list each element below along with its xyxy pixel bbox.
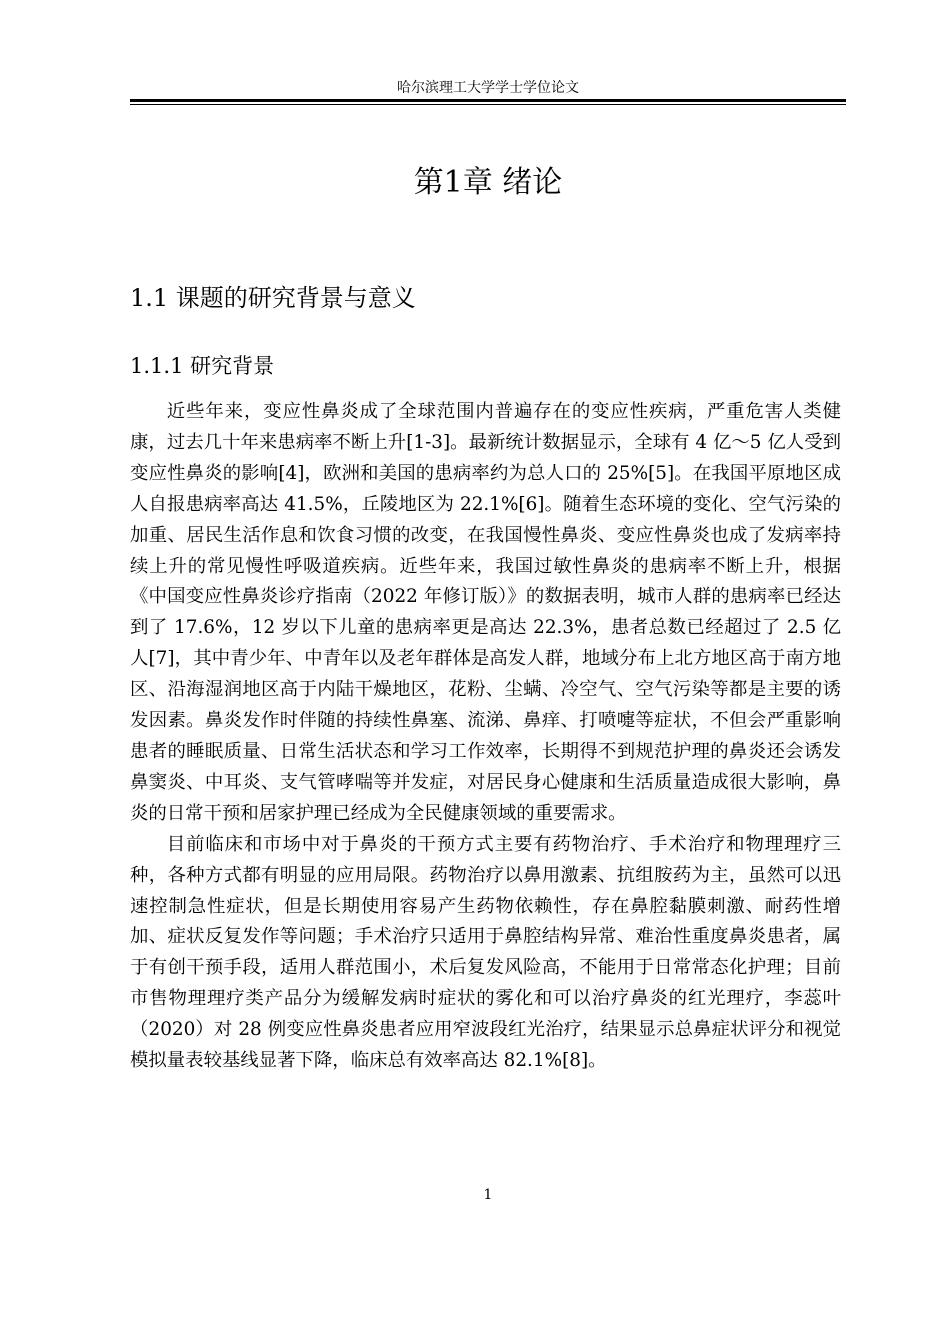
running-header: 哈尔滨理工大学学士学位论文 — [397, 80, 579, 96]
section-heading: 1.1 课题的研究背景与意义 — [130, 284, 416, 312]
paragraph: 近些年来，变应性鼻炎成了全球范围内普遍存在的变应性疾病，严重危害人类健康，过去几十年来患病率不断上升[1-3]。最新统计数据显示，全球有 4 亿～5 亿人受到变应性鼻炎的影响[4]，欧洲和美国的患病率约为总人口的 25%[5]。在我国平原地区成人自报患病率高达 41.5%，丘陵地区为 22.1%[6]。随着生态环境的变化、空气污染的加重、居民生活作息和饮食习惯的改变，在我国慢性鼻炎、变应性鼻炎也成了发病率持续上升的常见慢性呼吸道疾病。近些年来，我国过敏性鼻炎的患病率不断上升，根据《中国变应性鼻炎诊疗指南（2022 年修订版）》的数据表明，城市人群的患病率已经达到了 17.6%，12 岁以下儿童的患病率更是高达 22.3%，患者总数已经超过了 2.5 亿人[7]，其中青少年、中青年以及老年群体是高发人群，地域分布上北方地区高于南方地区、沿海湿润地区高于内陆干燥地区，花粉、尘螨、冷空气、空气污染等都是主要的诱发因素。鼻炎发作时伴随的持续性鼻塞、流涕、鼻痒、打喷嚏等症状，不但会严重影响患者的睡眠质量、日常生活状态和学习工作效率，长期得不到规范护理的鼻炎还会诱发鼻窦炎、中耳炎、支气管哮喘等并发症，对居民身心健康和生活质量造成很大影响，鼻炎的日常干预和居家护理已经成为全民健康领域的重要需求。 — [130, 401, 841, 824]
subsection-heading: 1.1.1 研究背景 — [130, 354, 275, 378]
chapter-title: 第1章 绪论 — [413, 165, 563, 200]
header-rule-thick — [130, 99, 846, 102]
header-rule-thin — [130, 104, 846, 105]
body-text — [130, 397, 841, 1077]
paragraph: 目前临床和市场中对于鼻炎的干预方式主要有药物治疗、手术治疗和物理理疗三种，各种方式都有明显的应用局限。药物治疗以鼻用激素、抗组胺药为主，虽然可以迅速控制急性症状，但是长期使用容易产生药物依赖性，存在鼻腔黏膜刺激、耐药性增加、症状反复发作等问题；手术治疗只适用于鼻腔结构异常、难治性重度鼻炎患者，属于有创干预手段，适用人群范围小，术后复发风险高，不能用于日常常态化护理；目前市售物理理疗类产品分为缓解发病时症状的雾化和可以治疗鼻炎的红光理疗，李蕊叶（2020）对 28 例变应性鼻炎患者应用窄波段红光治疗，结果显示总鼻症状评分和视觉模拟量表较基线显著下降，临床总有效率高达 82.1%[8]。 — [130, 833, 841, 1072]
page-number: 1 — [483, 1187, 493, 1203]
